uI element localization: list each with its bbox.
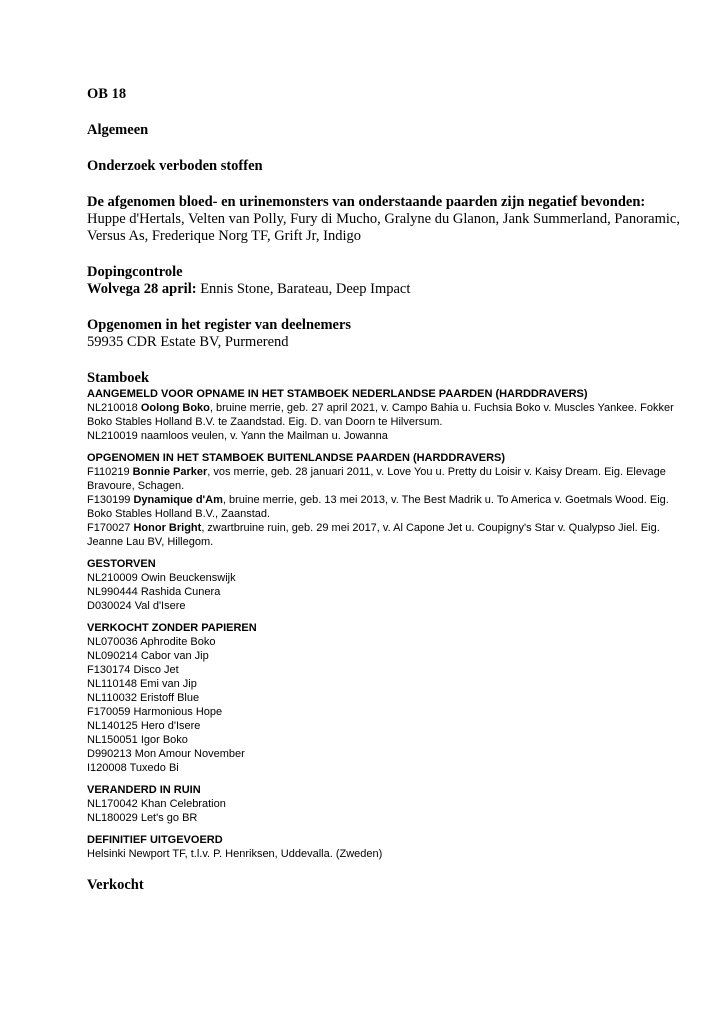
document-page: [87, 86, 687, 894]
register-entry: 59935 CDR Estate BV, Purmerend: [87, 334, 289, 350]
registered-entry-details: , bruine merrie, geb. 27 april 2021, v. Campo Bahia u. Fuchsia Boko v. Muscles Yankee. Fokker Boko Stables Holland B.V. te Zaandstad. Eig. D. van Doorn te Hilversum.: [87, 402, 674, 428]
foreign-entry-id: F130199: [87, 494, 134, 506]
exported-entry: Helsinki Newport TF, t.l.v. P. Henriksen, Uddevalla. (Zweden): [87, 848, 383, 860]
foreign-entry-id: F170027: [87, 522, 134, 534]
negative-horses-list: Huppe d'Hertals, Velten van Polly, Fury di Mucho, Gralyne du Glanon, Jank Summerland, Panoramic, Versus As, Frederique Norg TF, Grift Jr, Indigo: [87, 211, 680, 244]
document-title: OB 18: [87, 86, 127, 102]
foreign-entry-name: Honor Bright: [133, 522, 202, 534]
register-heading: Opgenomen in het register van deelnemers: [87, 317, 352, 333]
foreign-entry-name: Bonnie Parker: [132, 466, 208, 478]
list-item: F170059 Harmonious Hope: [87, 706, 223, 718]
list-item: D030024 Val d'Isere: [87, 600, 186, 612]
sold-no-papers-heading: VERKOCHT ZONDER PAPIEREN: [87, 622, 257, 634]
foreign-entry: [87, 521, 687, 549]
exported-heading: DEFINITIEF UITGEVOERD: [87, 834, 223, 846]
section-general-heading: Algemeen: [87, 122, 149, 138]
negative-heading: De afgenomen bloed- en urinemonsters van onderstaande paarden zijn negatief bevonden:: [87, 194, 646, 210]
doping-entry: [87, 281, 687, 298]
list-item: NL180029 Let's go BR: [87, 812, 198, 824]
list-item: D990213 Mon Amour November: [87, 748, 245, 760]
list-item: NL150051 Igor Boko: [87, 734, 188, 746]
deceased-heading: GESTORVEN: [87, 558, 156, 570]
foreign-entry-details: , zwartbruine ruin, geb. 29 mei 2017, v. Al Capone Jet u. Coupigny's Star v. Qualypso Jiel. Eig. Jeanne Lau BV, Hillegom.: [87, 522, 660, 548]
foreign-heading: OPGENOMEN IN HET STAMBOEK BUITENLANDSE PAARDEN (HARDDRAVERS): [87, 452, 506, 464]
list-item: F130174 Disco Jet: [87, 664, 179, 676]
list-item: NL140125 Hero d'Isere: [87, 720, 201, 732]
doping-heading: Dopingcontrole: [87, 264, 183, 280]
doping-location: Wolvega 28 april:: [87, 281, 197, 297]
list-item: NL170042 Khan Celebration: [87, 798, 226, 810]
list-item: NL090214 Cabor van Jip: [87, 650, 209, 662]
registered-entry-name: Oolong Boko: [140, 402, 210, 414]
doping-horses: Ennis Stone, Barateau, Deep Impact: [196, 281, 411, 297]
registered-entry-2: NL210019 naamloos veulen, v. Yann the Mailman u. Jowanna: [87, 430, 388, 442]
sold-heading: Verkocht: [87, 877, 144, 893]
list-item: NL110148 Emi van Jip: [87, 678, 197, 690]
foreign-entry-id: F110219: [87, 466, 133, 478]
foreign-entry: [87, 493, 687, 521]
foreign-entry-name: Dynamique d'Am: [133, 494, 223, 506]
studbook-heading: Stamboek: [87, 370, 150, 386]
registered-heading: AANGEMELD VOOR OPNAME IN HET STAMBOEK NEDERLANDSE PAARDEN (HARDDRAVERS): [87, 388, 588, 400]
drug-test-heading: Onderzoek verboden stoffen: [87, 158, 263, 174]
list-item: I120008 Tuxedo Bi: [87, 762, 179, 774]
list-item: NL210009 Owin Beuckenswijk: [87, 572, 236, 584]
foreign-entry-details: , bruine merrie, geb. 13 mei 2013, v. The Best Madrik u. To America v. Goetmals Wood. Eig. Boko Stables Holland B.V., Zaanstad.: [87, 494, 669, 520]
list-item: NL110032 Eristoff Blue: [87, 692, 200, 704]
registered-entry: [87, 401, 687, 429]
gelding-heading: VERANDERD IN RUIN: [87, 784, 201, 796]
foreign-entry: [87, 465, 687, 493]
foreign-entry-details: , vos merrie, geb. 28 januari 2011, v. Love You u. Pretty du Loisir v. Kaisy Dream. Eig. Elevage Bravoure, Schagen.: [87, 466, 666, 492]
list-item: NL070036 Aphrodite Boko: [87, 636, 216, 648]
registered-entry-id: NL210018: [87, 402, 141, 414]
list-item: NL990444 Rashida Cunera: [87, 586, 221, 598]
